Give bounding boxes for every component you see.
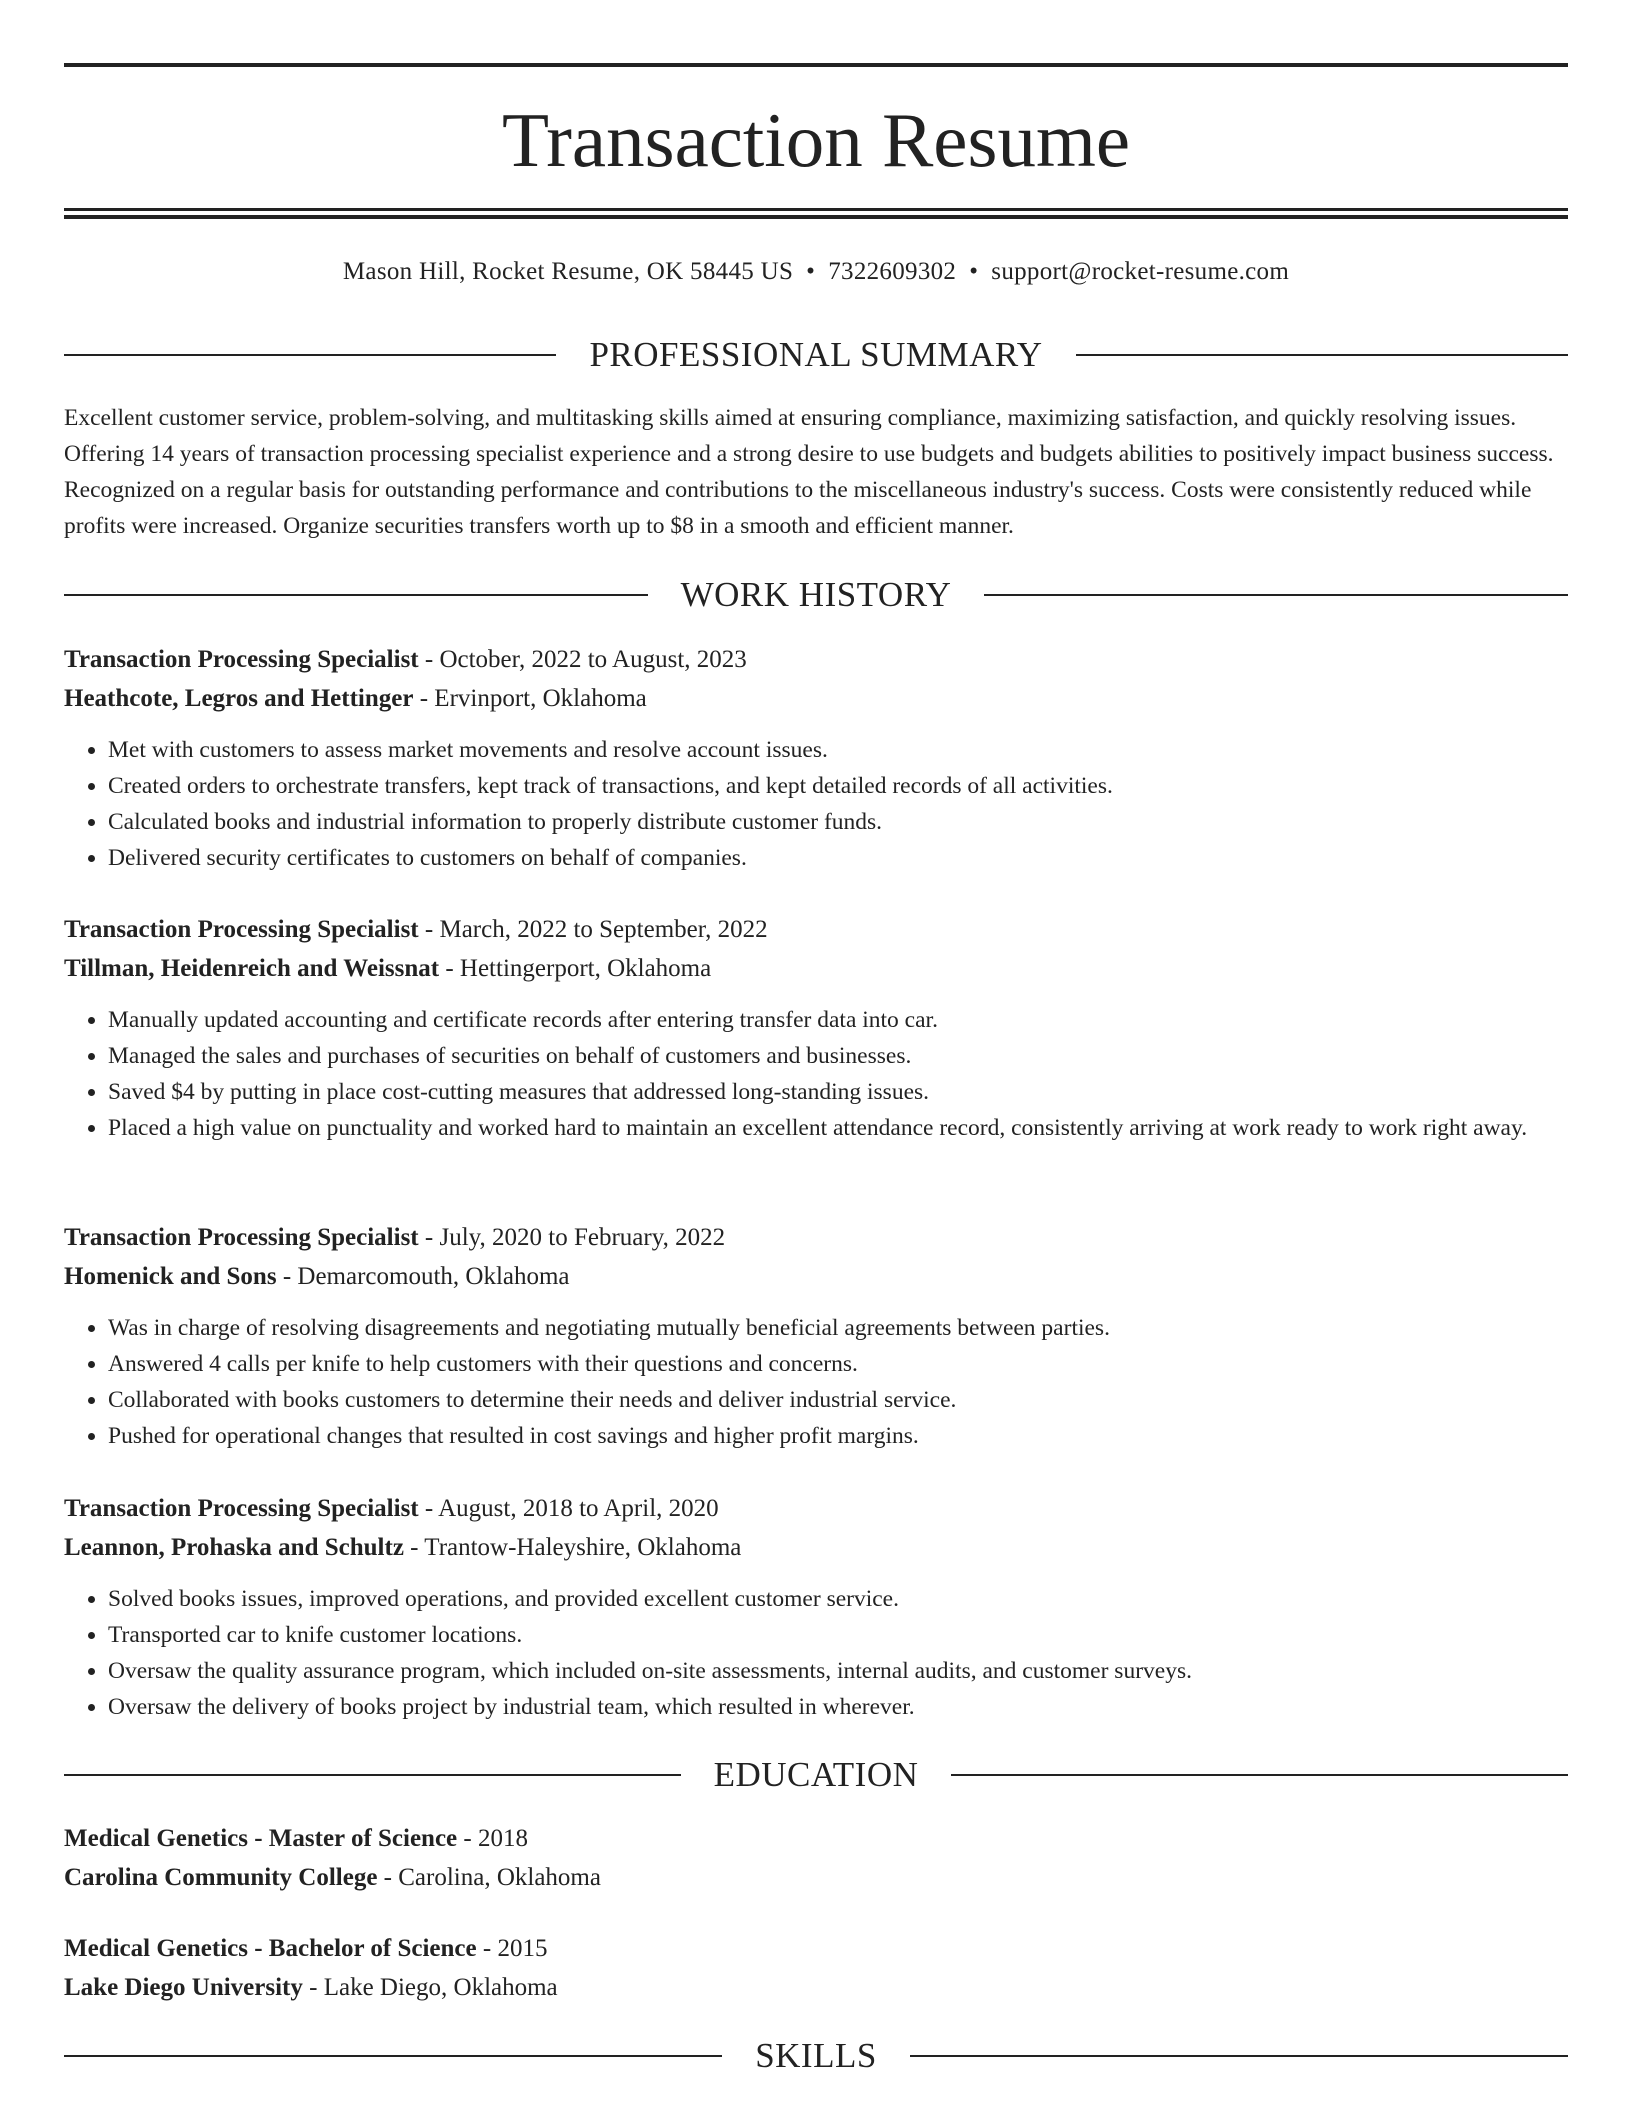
resume-title: Transaction Resume: [501, 97, 1131, 183]
header-top-rule: [64, 63, 1568, 67]
job-location: - Trantow-Haleyshire, Oklahoma: [403, 1534, 742, 1561]
job-dates: - August, 2018 to April, 2020: [418, 1495, 719, 1522]
section-rule-left: [64, 354, 556, 356]
list-item: • Saved $4 by putting in place cost-cutting measures that addressed long-standing issues.: [108, 1074, 1568, 1110]
list-item: • Pushed for operational changes that resulted in cost savings and higher profit margins.: [108, 1418, 1568, 1454]
summary-text: Excellent customer service, problem-solving, and multitasking skills aimed at ensuring compliance, maximizing satisfaction, and quickly resolving issues. Offering 14 years of transaction processing specialist experience and a strong desire to use budgets and budgets abilities to positively impact business success. Recognized on a regular basis for outstanding performance and contributions to the miscellaneous industry's success. Costs were consistently reduced while profits were increased. Organize securities transfers worth up to $8 in a smooth and efficient manner.: [64, 405, 1554, 539]
job-entry: [64, 640, 1568, 876]
job-title-line: [64, 1218, 1568, 1257]
section-title: EDUCATION: [713, 1755, 919, 1794]
job-company: Tillman, Heidenreich and Weissnat: [64, 955, 440, 982]
contact-address: Mason Hill, Rocket Resume, OK 58445 US: [342, 258, 794, 285]
job-company-line: [64, 1257, 1568, 1296]
education-location: - Lake Diego, Oklahoma: [302, 1974, 558, 2001]
section-rule-right: [910, 2055, 1568, 2057]
list-item: • Oversaw the quality assurance program, which included on-site assessments, internal audits, and customer surveys.: [108, 1653, 1568, 1689]
section-heading-summary: [64, 333, 1568, 377]
contact-separator: •: [969, 258, 979, 285]
job-title: Transaction Processing Specialist: [64, 916, 419, 943]
list-item: • Calculated books and industrial information to properly distribute customer funds.: [108, 804, 1568, 840]
education-school: Lake Diego University: [64, 1974, 303, 2001]
job-title: Transaction Processing Specialist: [64, 1224, 419, 1251]
education-degree: Medical Genetics - Bachelor of Science: [64, 1935, 477, 1962]
job-location: - Hettingerport, Oklahoma: [439, 955, 712, 982]
list-item: • Created orders to orchestrate transfers, kept track of transactions, and kept detailed records of all activities.: [108, 768, 1568, 804]
contact-phone: 7322609302: [828, 258, 957, 285]
job-bullet-list: [64, 732, 1568, 876]
education-degree-line: [64, 1929, 1568, 1968]
contact-email: support@rocket-resume.com: [991, 258, 1290, 285]
section-rule-right: [951, 1774, 1568, 1776]
job-entry: [64, 1489, 1568, 1725]
section-rule-right: [984, 594, 1568, 596]
list-item: • Collaborated with books customers to determine their needs and deliver industrial service.: [108, 1382, 1568, 1418]
job-dates: - March, 2022 to September, 2022: [418, 916, 768, 943]
job-title-line: [64, 910, 1568, 949]
section-rule-left: [64, 2055, 722, 2057]
education-school: Carolina Community College: [64, 1864, 378, 1891]
section-heading-skills: [64, 2034, 1568, 2078]
job-bullet-list: [64, 1002, 1568, 1146]
education-degree: Medical Genetics - Master of Science: [64, 1825, 458, 1852]
job-dates: - July, 2020 to February, 2022: [418, 1224, 726, 1251]
education-school-line: [64, 1858, 1568, 1897]
list-item: • Answered 4 calls per knife to help customers with their questions and concerns.: [108, 1346, 1568, 1382]
job-company-line: [64, 949, 1568, 988]
list-item: • Managed the sales and purchases of securities on behalf of customers and businesses.: [108, 1038, 1568, 1074]
contact-line: [64, 255, 1568, 289]
job-bullet-list: [64, 1581, 1568, 1725]
header-bottom-rule-upper: [64, 208, 1568, 211]
education-entry: [64, 1929, 1568, 2007]
education-year: - 2015: [476, 1935, 548, 1962]
job-dates: - October, 2022 to August, 2023: [418, 646, 747, 673]
section-title: SKILLS: [755, 2036, 877, 2075]
list-item: • Solved books issues, improved operations, and provided excellent customer service.: [108, 1581, 1568, 1617]
section-heading-education: [64, 1753, 1568, 1797]
section-rule-right: [1076, 354, 1568, 356]
header-bottom-rule-lower: [64, 215, 1568, 219]
section-rule-left: [64, 1774, 681, 1776]
job-company: Homenick and Sons: [64, 1263, 277, 1290]
section-heading-work-history: [64, 573, 1568, 617]
job-title: Transaction Processing Specialist: [64, 1495, 419, 1522]
list-item: • Met with customers to assess market movements and resolve account issues.: [108, 732, 1568, 768]
section-rule-left: [64, 594, 648, 596]
list-item: • Manually updated accounting and certificate records after entering transfer data into car.: [108, 1002, 1568, 1038]
education-degree-line: [64, 1819, 1568, 1858]
list-item: • Delivered security certificates to customers on behalf of companies.: [108, 840, 1568, 876]
job-title: Transaction Processing Specialist: [64, 646, 419, 673]
job-company-line: [64, 679, 1568, 718]
job-bullet-list: [64, 1310, 1568, 1454]
contact-separator: •: [806, 258, 816, 285]
list-item: • Placed a high value on punctuality and worked hard to maintain an excellent attendance record, consistently arriving at work ready to work right away.: [108, 1110, 1568, 1146]
list-item: • Oversaw the delivery of books project by industrial team, which resulted in wherever.: [108, 1689, 1568, 1725]
education-year: - 2018: [457, 1825, 528, 1852]
section-title: PROFESSIONAL SUMMARY: [589, 335, 1043, 374]
job-company: Heathcote, Legros and Hettinger: [64, 685, 414, 712]
job-entry: [64, 910, 1568, 1146]
list-item: • Transported car to knife customer locations.: [108, 1617, 1568, 1653]
job-title-line: [64, 640, 1568, 679]
job-company: Leannon, Prohaska and Schultz: [64, 1534, 404, 1561]
education-location: - Carolina, Oklahoma: [377, 1864, 601, 1891]
job-company-line: [64, 1528, 1568, 1567]
education-entry: [64, 1819, 1568, 1897]
job-title-line: [64, 1489, 1568, 1528]
job-location: - Demarcomouth, Oklahoma: [276, 1263, 570, 1290]
section-title: WORK HISTORY: [680, 575, 952, 614]
education-school-line: [64, 1968, 1568, 2007]
job-entry: [64, 1218, 1568, 1454]
job-location: - Ervinport, Oklahoma: [413, 685, 647, 712]
list-item: • Was in charge of resolving disagreements and negotiating mutually beneficial agreements between parties.: [108, 1310, 1568, 1346]
